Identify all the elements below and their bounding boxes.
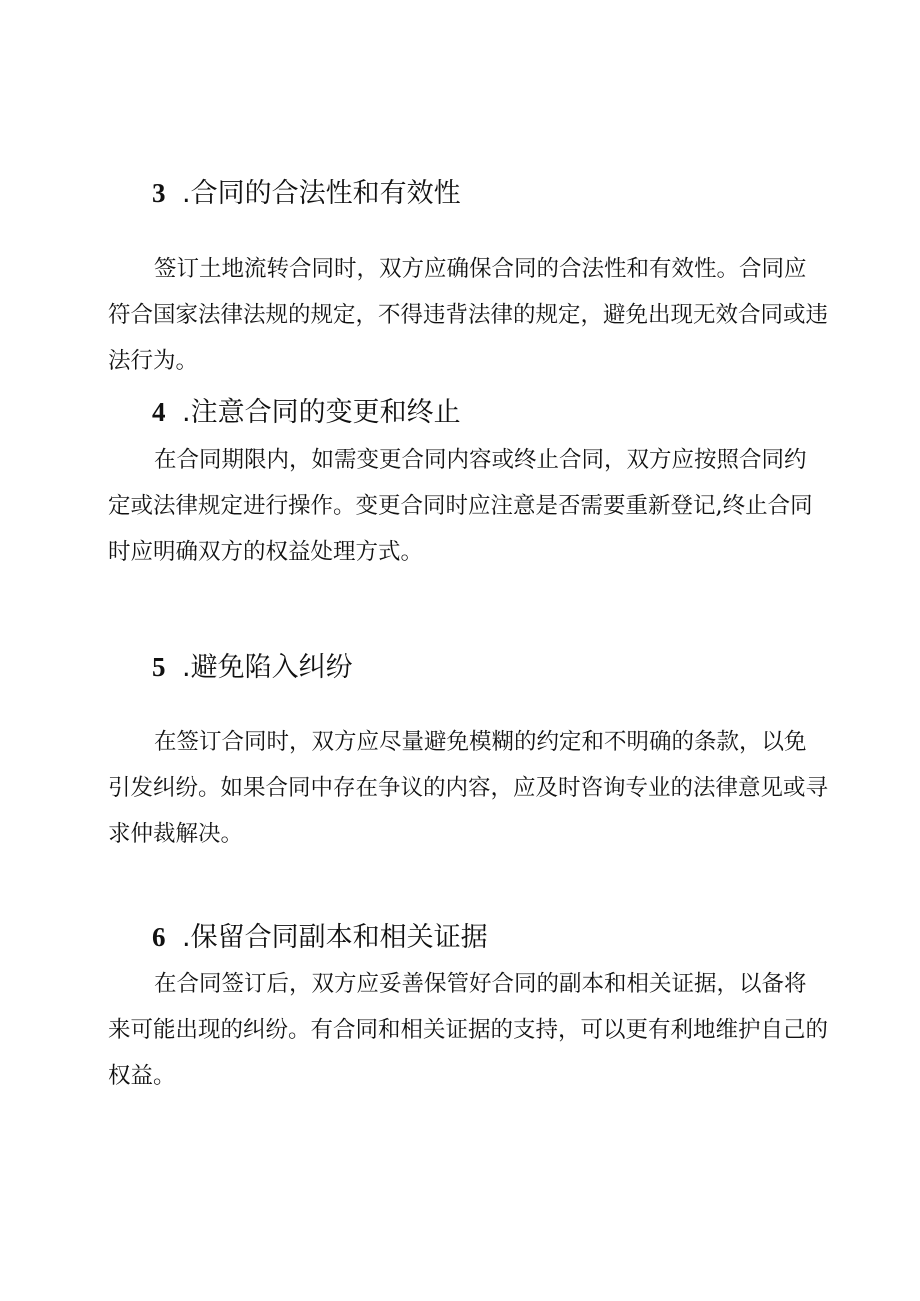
section-6-number: 6	[152, 922, 166, 952]
section-3-heading	[152, 176, 461, 211]
section-6-body: 在合同签订后，双方应妥善保管好合同的副本和相关证据，以备将来可能出现的纠纷。有合同和相关证据的支持，可以更有利地维护自己的权益。	[108, 971, 829, 1089]
section-3-body: 签订土地流转合同时，双方应确保合同的合法性和有效性。合同应符合国家法律法规的规定，不得违背法律的规定，避免出现无效合同或违法行为。	[108, 256, 829, 374]
section-6-title: .保留合同副本和相关证据	[182, 922, 488, 953]
section-4-body: 在合同期限内，如需变更合同内容或终止合同，双方应按照合同约定或法律规定进行操作。变更合同时应注意是否需要重新登记,终止合同时应明确双方的权益处理方式。	[108, 447, 813, 565]
section-5-body: 在签订合同时，双方应尽量避免模糊的约定和不明确的条款，以免引发纠纷。如果合同中存在争议的内容，应及时咨询专业的法律意见或寻求仲裁解决。	[108, 729, 829, 847]
section-4-number: 4	[152, 397, 166, 427]
section-3-number: 3	[152, 178, 166, 208]
section-3-title: .合同的合法性和有效性	[182, 178, 461, 209]
section-4-heading	[152, 395, 461, 430]
section-6-heading	[152, 920, 488, 955]
section-4-title: .注意合同的变更和终止	[182, 397, 461, 428]
section-5-title: .避免陷入纠纷	[182, 652, 353, 683]
section-5-number: 5	[152, 652, 166, 682]
section-5-heading	[152, 650, 353, 685]
